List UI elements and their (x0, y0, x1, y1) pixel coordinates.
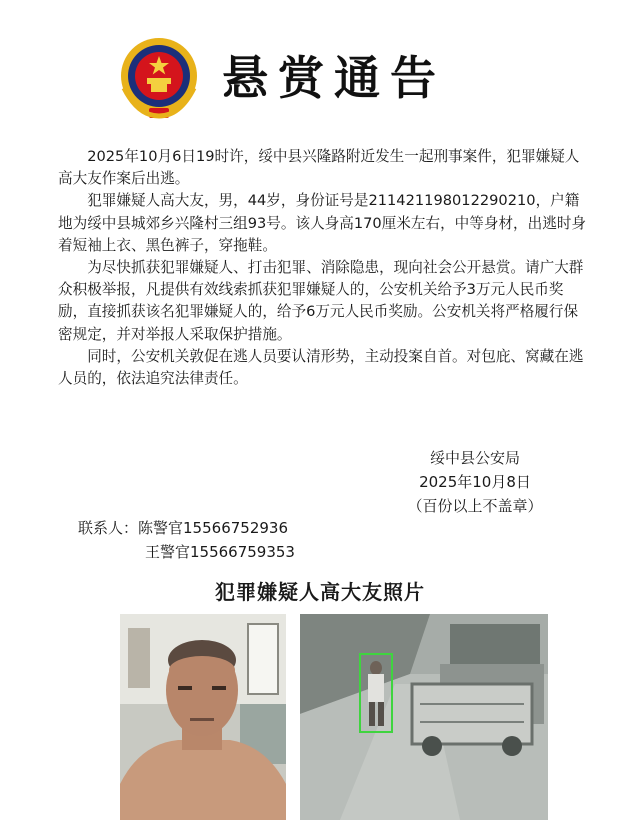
police-emblem-icon (118, 36, 200, 120)
notice-body (58, 146, 588, 390)
notice-paragraph-suspect: 犯罪嫌疑人高大友，男，44岁，身份证号是211421198012290210，户籍地为绥中县城郊乡兴隆村三组93号。该人身高170厘米左右，中等身材，出逃时身着短袖上衣、黑色裤子，穿拖鞋。 (58, 192, 587, 254)
contact-2: 王警官15566759353 (145, 543, 295, 561)
contact-label: 联系人： (78, 519, 139, 537)
contact-1: 陈警官15566752936 (138, 519, 288, 537)
suspect-portrait-photo (120, 614, 286, 820)
stamp-note: （百份以上不盖章） (407, 497, 543, 515)
photos-title: 犯罪嫌疑人高大友照片 (215, 580, 425, 604)
notice-paragraph-reward: 为尽快抓获犯罪嫌疑人、打击犯罪、消除隐患，现向社会公开悬赏。请广大群众积极举报，凡提供有效线索抓获犯罪嫌疑人的，公安机关给予3万元人民币奖励，直接抓获该名犯罪嫌疑人的，给予6万元人民币奖励。公安机关将严格履行保密规定，并对举报人采取保护措施。 (58, 259, 584, 343)
contact-block (78, 516, 295, 564)
suspect-cctv-photo (300, 614, 548, 820)
notice-paragraph-incident: 2025年10月6日19时许，绥中县兴隆路附近发生一起刑事案件，犯罪嫌疑人高大友作案后出逃。 (58, 148, 580, 188)
issue-date: 2025年10月8日 (419, 473, 531, 491)
signature-block (380, 446, 570, 518)
notice-paragraph-warning: 同时，公安机关敦促在逃人员要认清形势，主动投案自首。对包庇、窝藏在逃人员的，依法追究法律责任。 (58, 347, 584, 388)
issuer: 绥中县公安局 (429, 449, 520, 467)
page-title: 悬赏通告 (222, 51, 446, 105)
